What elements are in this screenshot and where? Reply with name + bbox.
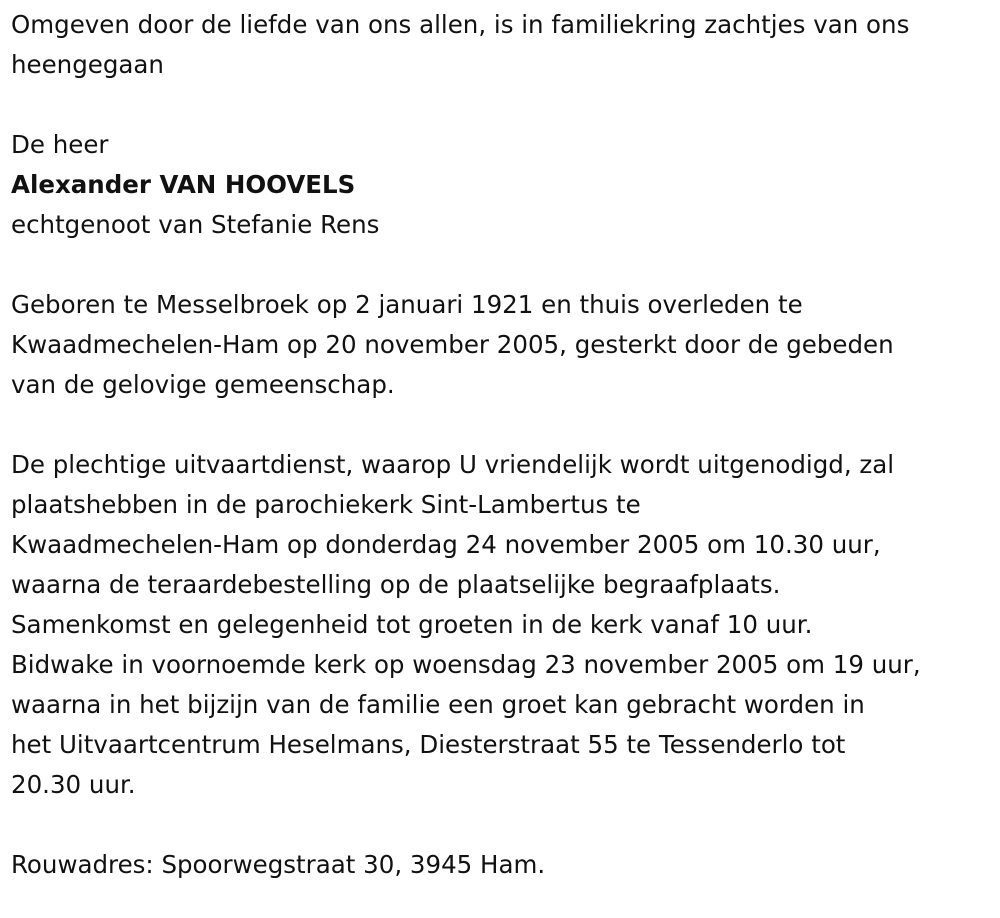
intro-line-2: heengegaan	[11, 50, 164, 79]
funeral-line-8: het Uitvaartcentrum Heselmans, Diesterstraat 55 te Tessenderlo tot	[11, 730, 846, 759]
death-notice	[11, 5, 996, 885]
funeral-line-5: Samenkomst en gelegenheid tot groeten in de kerk vanaf 10 uur.	[11, 610, 813, 639]
spacer	[11, 245, 996, 285]
intro-line-1: Omgeven door de liefde van ons allen, is in familiekring zachtjes van ons	[11, 10, 910, 39]
birth-death-line-2: Kwaadmechelen-Ham op 20 november 2005, gesterkt door de gebeden	[11, 330, 894, 359]
spouse-line: echtgenoot van Stefanie Rens	[11, 210, 380, 239]
birth-death-line-1: Geboren te Messelbroek op 2 januari 1921 en thuis overleden te	[11, 290, 803, 319]
spacer	[11, 405, 996, 445]
spacer	[11, 805, 996, 845]
funeral-line-1: De plechtige uitvaartdienst, waarop U vriendelijk wordt uitgenodigd, zal	[11, 450, 895, 479]
funeral-line-7: waarna in het bijzijn van de familie een groet kan gebracht worden in	[11, 690, 865, 719]
funeral-line-9: 20.30 uur.	[11, 770, 136, 799]
mourning-address: Rouwadres: Spoorwegstraat 30, 3945 Ham.	[11, 850, 546, 879]
spacer	[11, 85, 996, 125]
funeral-line-6: Bidwake in voornoemde kerk op woensdag 23 november 2005 om 19 uur,	[11, 650, 921, 679]
birth-death-line-3: van de gelovige gemeenschap.	[11, 370, 395, 399]
deceased-name: Alexander VAN HOOVELS	[11, 170, 356, 199]
funeral-line-3: Kwaadmechelen-Ham op donderdag 24 november 2005 om 10.30 uur,	[11, 530, 881, 559]
funeral-line-2: plaatshebben in de parochiekerk Sint-Lambertus te	[11, 490, 641, 519]
funeral-line-4: waarna de teraardebestelling op de plaatselijke begraafplaats.	[11, 570, 781, 599]
salutation: De heer	[11, 130, 109, 159]
